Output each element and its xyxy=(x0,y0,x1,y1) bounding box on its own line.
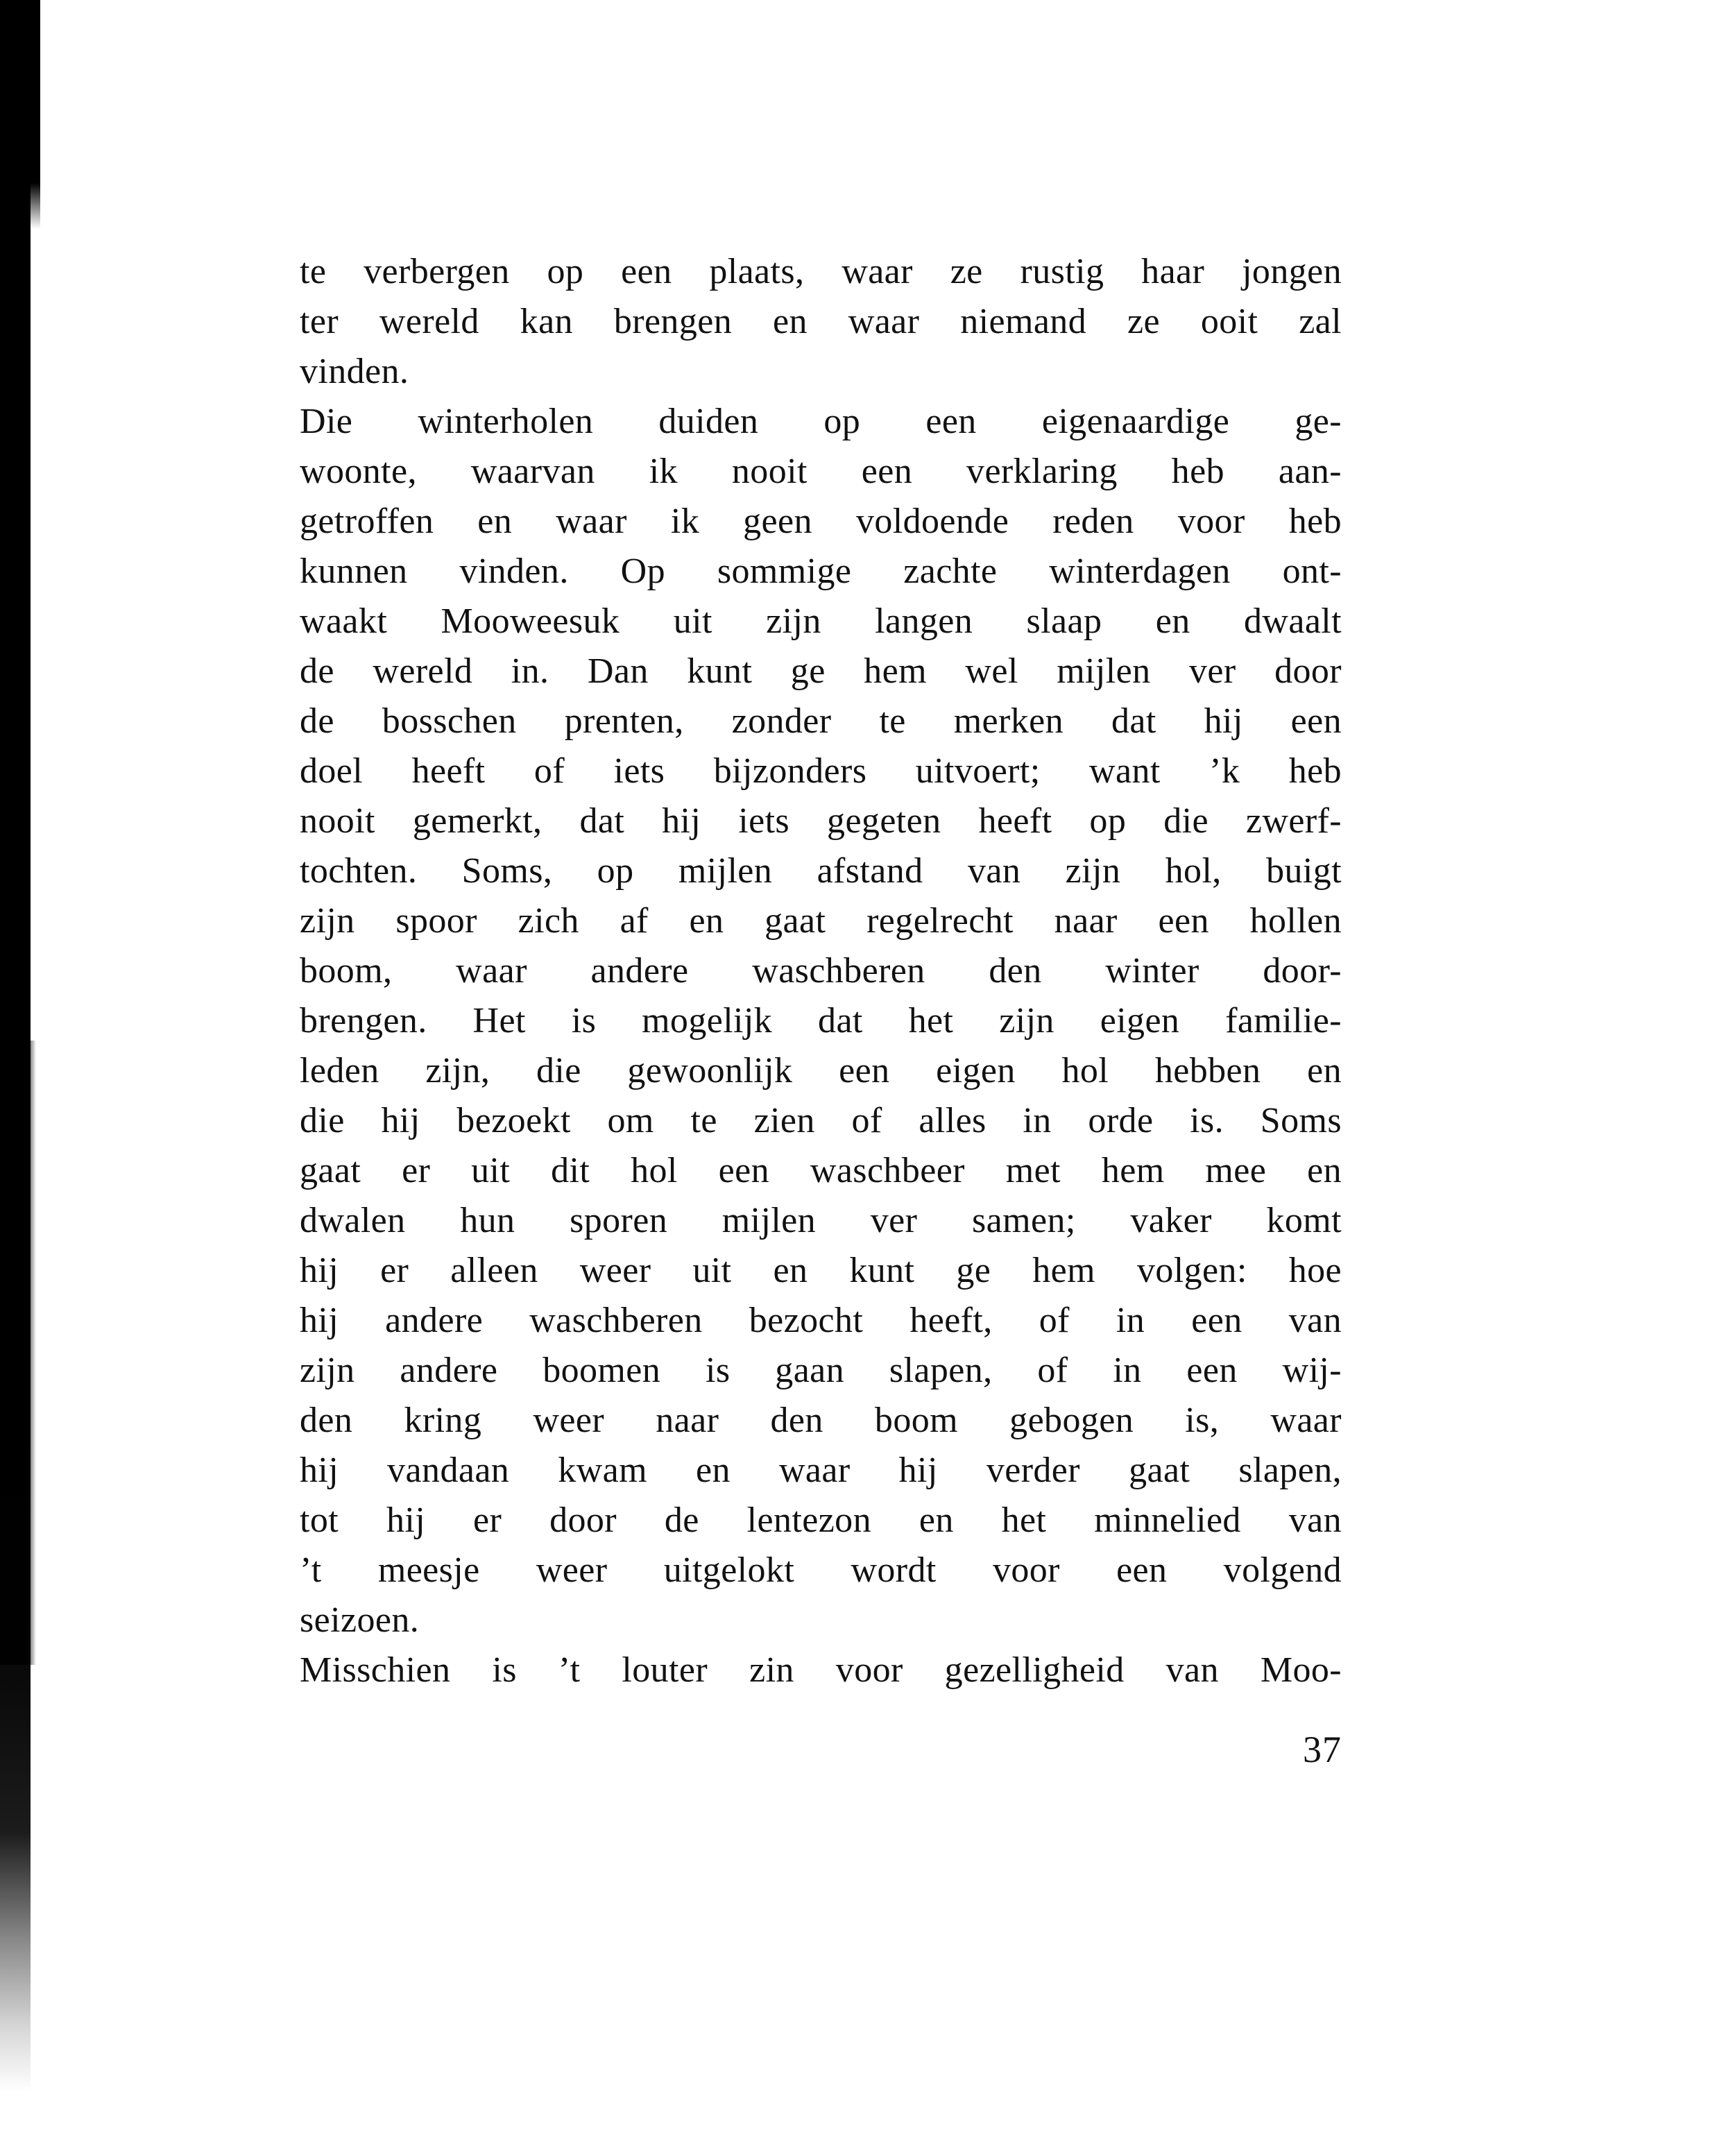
text-line: getroffen en waar ik geen voldoende reden voor heb xyxy=(300,502,1342,541)
text-line: tot hij er door de lentezon en het minnelied van xyxy=(300,1500,1342,1540)
text-line: zijn spoor zich af en gaat regelrecht naar een hollen xyxy=(300,901,1342,941)
binding-shadow-top xyxy=(0,0,40,229)
text-line: nooit gemerkt, dat hij iets gegeten heeft op die zwerf- xyxy=(300,801,1342,841)
text-line: te verbergen op een plaats, waar ze rustig haar jongen xyxy=(300,252,1342,291)
text-block xyxy=(300,247,1342,1774)
text-line: boom, waar andere waschberen den winter door- xyxy=(300,951,1342,991)
text-line: den kring weer naar den boom gebogen is, waar xyxy=(300,1401,1342,1440)
text-line: hij er alleen weer uit en kunt ge hem volgen: hoe xyxy=(300,1251,1342,1290)
body-text xyxy=(300,247,1342,1695)
text-line: woonte, waarvan ik nooit een verklaring heb aan- xyxy=(300,452,1342,491)
text-line: Die winterholen duiden op een eigenaardige ge- xyxy=(300,402,1342,441)
binding-shadow-mid xyxy=(0,1041,36,1665)
text-line: dwalen hun sporen mijlen ver samen; vaker komt xyxy=(300,1201,1342,1240)
text-line: gaat er uit dit hol een waschbeer met hem mee en xyxy=(300,1151,1342,1190)
text-line: tochten. Soms, op mijlen afstand van zijn hol, buigt xyxy=(300,851,1342,891)
text-line: vinden. xyxy=(300,352,409,391)
text-line: brengen. Het is mogelijk dat het zijn eigen familie- xyxy=(300,1001,1342,1041)
text-line: ’t meesje weer uitgelokt wordt voor een volgend xyxy=(300,1550,1342,1590)
text-line: kunnen vinden. Op sommige zachte winterdagen ont- xyxy=(300,551,1342,591)
text-line: de wereld in. Dan kunt ge hem wel mijlen ver door xyxy=(300,651,1342,691)
text-line: leden zijn, die gewoonlijk een eigen hol hebben en xyxy=(300,1051,1342,1090)
text-line: de bosschen prenten, zonder te merken dat hij een xyxy=(300,701,1342,741)
text-line: ter wereld kan brengen en waar niemand ze ooit zal xyxy=(300,302,1342,341)
text-line: hij andere waschberen bezocht heeft, of in een van xyxy=(300,1301,1342,1340)
text-line: doel heeft of iets bijzonders uitvoert; want ’k heb xyxy=(300,751,1342,791)
text-line: waakt Mooweesuk uit zijn langen slaap en dwaalt xyxy=(300,601,1342,641)
text-line: Misschien is ’t louter zin voor gezelligheid van Moo- xyxy=(300,1650,1342,1690)
text-line: hij vandaan kwam en waar hij verder gaat slapen, xyxy=(300,1451,1342,1490)
text-line: seizoen. xyxy=(300,1600,420,1640)
text-line: die hij bezoekt om te zien of alles in orde is. Soms xyxy=(300,1101,1342,1140)
text-line: zijn andere boomen is gaan slapen, of in een wij- xyxy=(300,1351,1342,1390)
page-number: 37 xyxy=(1303,1729,1342,1770)
